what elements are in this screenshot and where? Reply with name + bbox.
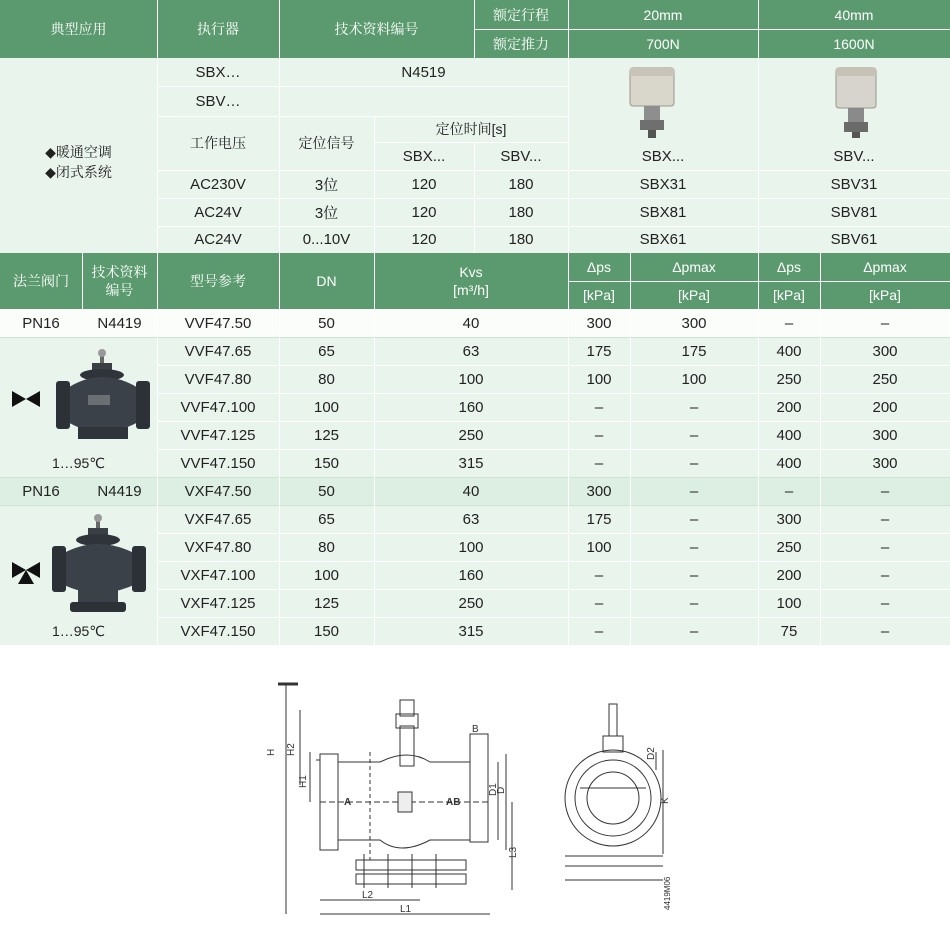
vh-flange-valve: 法兰阀门 [13, 273, 69, 289]
vxf-r4-dn: 100 [313, 566, 340, 584]
vh-kvs [374, 253, 568, 309]
vxf-valve-image [8, 512, 158, 616]
act-row1-tsbv: 180 [508, 175, 534, 193]
dim-H1: H1 [298, 775, 309, 788]
vxf-r5-dps2: 100 [776, 594, 802, 612]
vxf-r3-dn: 80 [318, 538, 335, 556]
vvf-r6-dps2: 400 [776, 454, 802, 472]
vxf-datasheet: N4419 [97, 482, 142, 500]
dim-AB: AB [446, 797, 461, 808]
vvf-r4-dps2: 200 [776, 398, 802, 416]
act-row2-sbx: SBX81 [639, 203, 687, 221]
vxf-r6-dpmax1: – [689, 622, 699, 640]
header-datasheet: 技术资料编号 [334, 21, 419, 37]
vxf-r4-dps2: 200 [776, 566, 802, 584]
vvf-r4-dpmax2: 200 [872, 398, 898, 416]
header-force-700: 700N [646, 35, 680, 52]
vxf-r6-dn: 150 [313, 622, 340, 640]
application-line1: ◆暖通空调 [45, 144, 112, 160]
vvf-r5-dps1: – [594, 426, 604, 444]
vvf-r4-type: VVF47.100 [180, 398, 256, 416]
act-row3-sbx: SBX61 [639, 231, 687, 248]
vvf-r1-type: VVF47.50 [184, 314, 252, 332]
vvf-r3-dpmax2: 250 [872, 370, 898, 388]
vxf-pn: PN16 [22, 482, 60, 500]
vxf-r5-kvs: 250 [458, 594, 484, 612]
vvf-r1-dpmax2: – [880, 314, 890, 332]
dim-B: B [472, 724, 479, 735]
vxf-r5-dpmax1: – [689, 594, 699, 612]
act-row1-tsbx: 120 [411, 175, 437, 193]
act-row3-signal: 0...10V [302, 231, 351, 248]
vvf-r4-dpmax1: – [689, 398, 699, 416]
sbx-series: SBX… [195, 63, 241, 81]
vxf-r3-type: VXF47.80 [184, 538, 252, 556]
dim-A: A [344, 797, 352, 808]
act-row1-voltage: AC230V [190, 175, 246, 193]
vh-kvs-label: Kvs [459, 264, 483, 280]
photo-label-sbx: SBX... [641, 147, 685, 165]
vh-datasheet-l1: 技术资料 [91, 264, 148, 280]
dim-L1: L1 [400, 904, 412, 915]
drawing-code: 4419M06 [663, 876, 672, 910]
vh-datasheet-l2: 编号 [105, 282, 134, 298]
vxf-temp: 1…95℃ [51, 622, 106, 639]
vvf-r2-dps1: 175 [586, 342, 612, 360]
header-force-1600: 1600N [833, 35, 875, 52]
act-row3-tsbv: 180 [508, 231, 534, 248]
vh-dps2: Δps [776, 259, 802, 275]
vvf-r6-dps1: – [594, 454, 604, 472]
vxf-r6-dps2: 75 [780, 622, 798, 640]
dim-D1: D1 [488, 783, 499, 796]
supply-voltage-label: 工作电压 [190, 135, 246, 151]
vvf-r1-dps2: – [784, 314, 794, 332]
vvf-r5-kvs: 250 [458, 426, 484, 444]
vvf-r6-dpmax1: – [689, 454, 699, 472]
vh-unit2: [kPa] [678, 287, 710, 303]
vvf-r3-type: VVF47.80 [184, 370, 252, 388]
vvf-r3-dps1: 100 [586, 370, 612, 388]
vxf-r2-kvs: 63 [462, 510, 480, 528]
vxf-r1-dn: 50 [318, 482, 335, 500]
vvf-r6-dn: 150 [313, 454, 340, 472]
header-stroke-20: 20mm [643, 6, 683, 23]
vvf-r1-dps1: 300 [586, 314, 612, 332]
vvf-r5-dn: 125 [313, 426, 340, 444]
vvf-valve-image [8, 345, 158, 449]
vxf-r1-kvs: 40 [462, 482, 480, 500]
vxf-r4-kvs: 160 [458, 566, 484, 584]
vvf-pn: PN16 [22, 314, 60, 332]
vxf-r3-kvs: 100 [458, 538, 484, 556]
act-row1-sbx: SBX31 [639, 175, 687, 193]
vxf-r1-dpmax1: – [689, 482, 699, 500]
vxf-r1-type: VXF47.50 [184, 482, 252, 500]
vvf-r4-kvs: 160 [458, 398, 484, 416]
vh-datasheet [82, 253, 157, 309]
vh-dpmax2: Δpmax [863, 259, 907, 275]
vxf-r5-type: VXF47.125 [180, 594, 256, 612]
vxf-r3-dpmax2: – [880, 538, 890, 556]
vvf-r3-dpmax1: 100 [681, 370, 707, 388]
vvf-r3-kvs: 100 [458, 370, 484, 388]
vvf-r5-dpmax2: 300 [872, 426, 898, 444]
vxf-r4-dps1: – [594, 566, 604, 584]
vvf-r5-type: VVF47.125 [180, 426, 256, 444]
vvf-r6-type: VVF47.150 [180, 454, 256, 472]
positioning-time-label: 定位时间[s] [435, 121, 507, 137]
vxf-r4-type: VXF47.100 [180, 566, 256, 584]
vxf-r2-dps1: 175 [586, 510, 612, 528]
vvf-r1-kvs: 40 [462, 314, 480, 332]
vxf-r2-dps2: 300 [776, 510, 802, 528]
sbx-datasheet: N4519 [401, 63, 446, 81]
dimension-drawing [260, 670, 700, 930]
vh-unit4: [kPa] [869, 287, 901, 303]
vxf-r1-dpmax2: – [880, 482, 890, 500]
vvf-r2-dn: 65 [318, 342, 335, 360]
dim-L2: L2 [362, 890, 374, 901]
vh-dn: DN [316, 273, 337, 289]
time-sbv-label: SBV... [500, 147, 542, 165]
vvf-r2-dps2: 400 [776, 342, 802, 360]
act-row2-tsbv: 180 [508, 203, 534, 221]
vxf-r3-dps1: 100 [586, 538, 612, 556]
vxf-r4-dpmax2: – [880, 566, 890, 584]
vxf-r5-dpmax2: – [880, 594, 890, 612]
act-row3-voltage: AC24V [194, 231, 242, 248]
vxf-r2-type: VXF47.65 [184, 510, 252, 528]
vvf-datasheet: N4419 [97, 314, 142, 332]
vxf-r6-dpmax2: – [880, 622, 890, 640]
vvf-r5-dpmax1: – [689, 426, 699, 444]
vvf-r6-dpmax2: 300 [872, 454, 898, 472]
vvf-r6-kvs: 315 [458, 454, 484, 472]
act-row2-tsbx: 120 [411, 203, 437, 221]
vh-kvs-unit: [m³/h] [453, 282, 489, 298]
header-application: 典型应用 [50, 21, 107, 37]
dim-H2: H2 [286, 743, 297, 756]
sbv-series: SBV… [195, 92, 241, 110]
dim-K: K [660, 797, 671, 804]
act-row1-signal: 3位 [314, 176, 339, 194]
vvf-r2-dpmax2: 300 [872, 342, 898, 360]
dim-D2: D2 [646, 747, 657, 760]
vxf-r2-dn: 65 [318, 510, 335, 528]
act-row3-tsbx: 120 [411, 231, 437, 248]
signal-label: 定位信号 [298, 135, 355, 151]
vh-dpmax1: Δpmax [672, 259, 716, 275]
vvf-r3-dps2: 250 [776, 370, 802, 388]
vxf-r6-type: VXF47.150 [180, 622, 256, 640]
vh-unit1: [kPa] [583, 287, 615, 303]
vxf-r4-dpmax1: – [689, 566, 699, 584]
vvf-r4-dn: 100 [313, 398, 340, 416]
vvf-r1-dpmax1: 300 [681, 314, 707, 332]
application-text [0, 140, 157, 184]
act-row3-sbv: SBV61 [830, 231, 878, 248]
sbv-actuator-image [832, 64, 880, 140]
vxf-r5-dps1: – [594, 594, 604, 612]
vvf-r1-dn: 50 [318, 314, 335, 332]
sbx-actuator-image [628, 64, 678, 140]
photo-label-sbv: SBV... [833, 147, 875, 165]
act-row1-sbv: SBV31 [830, 175, 878, 193]
vvf-r3-dn: 80 [318, 370, 335, 388]
application-line2: ◆闭式系统 [45, 164, 112, 180]
vxf-r5-dn: 125 [313, 594, 340, 612]
vh-type-ref: 型号参考 [190, 273, 246, 289]
vvf-temp: 1…95℃ [51, 454, 106, 471]
dim-D: D [496, 786, 507, 794]
vxf-r6-kvs: 315 [458, 622, 484, 640]
vxf-r1-dps1: 300 [586, 482, 612, 500]
dim-H: H [266, 748, 277, 756]
act-row2-sbv: SBV81 [830, 203, 878, 221]
vxf-r6-dps1: – [594, 622, 604, 640]
vxf-r2-dpmax2: – [880, 510, 890, 528]
vvf-r5-dps2: 400 [776, 426, 802, 444]
vvf-r2-dpmax1: 175 [681, 342, 707, 360]
vxf-r3-dpmax1: – [689, 538, 699, 556]
header-rated-stroke: 额定行程 [493, 6, 549, 23]
act-row2-signal: 3位 [314, 204, 339, 222]
vvf-r4-dps1: – [594, 398, 604, 416]
vxf-r3-dps2: 250 [776, 538, 802, 556]
time-sbx-label: SBX... [402, 147, 446, 165]
act-row2-voltage: AC24V [194, 203, 242, 221]
vxf-r2-dpmax1: – [689, 510, 699, 528]
vvf-r2-kvs: 63 [462, 342, 480, 360]
header-actuator: 执行器 [197, 21, 239, 37]
vh-unit3: [kPa] [773, 287, 805, 303]
vvf-r2-type: VVF47.65 [184, 342, 252, 360]
dim-L3: L3 [508, 846, 519, 858]
header-stroke-40: 40mm [834, 6, 874, 23]
vxf-r1-dps2: – [784, 482, 794, 500]
vh-dps1: Δps [586, 259, 612, 275]
header-rated-force: 额定推力 [493, 35, 549, 52]
